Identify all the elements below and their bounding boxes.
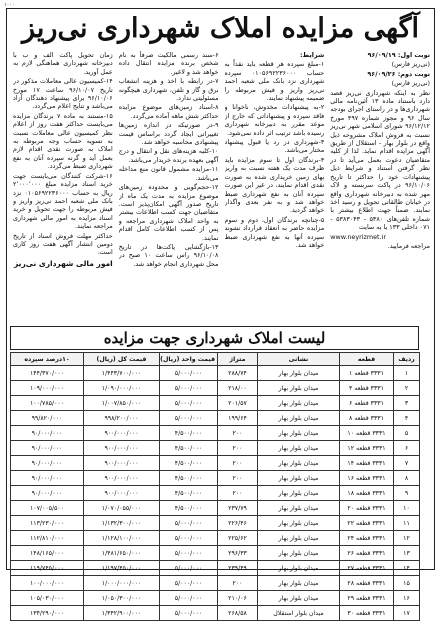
table-cell: ۱۱۹/۷۴۵/۰۰۰ [11,561,84,576]
table-cell: ۱/۴۸۱/۶۵۰/۰۰۰ [84,546,160,561]
table-cell: ۹۰/۰۰۰/۰۰۰ [11,441,84,456]
notice-column-2 [225,51,325,331]
table-cell: ۹۰/۰۰۰/۰۰۰ [11,471,84,486]
table-cell: میدان بلوار بهار [258,516,340,531]
table-cell: ۳۳۳۱ قطعه ۱۸ [340,486,394,501]
table-cell: ۵/۰۰۰/۰۰۰ [160,396,218,411]
table-cell: ۹۹۸/۲۰۰/۰۰۰ [84,411,160,426]
table-cell: ۱۱ [394,516,420,531]
table-row [11,486,420,501]
column-header: قیمت واحد (ریال) [160,353,218,366]
column-header: نشانی [258,353,340,366]
table-row [11,441,420,456]
table-cell: میدان بلوار بهار [258,591,340,606]
table-cell: میدان بلوار بهار [258,411,340,426]
table-cell: ۵ [394,426,420,441]
table-cell: ۱۳ [394,546,420,561]
table-cell: ۱/۰۹۰/۰۰۰/۰۰۰ [84,381,160,396]
paragraph: نوبت دوم: ۹۶/۰۹/۲۶ [367,69,430,78]
paragraph: نوبت اول: ۹۶/۰۹/۱۹ [367,51,430,59]
table-cell: ۲۰۰ [218,441,258,456]
paragraph: ۴-برندگان اول تا سوم مزایده باید ظرف مدت یک هفته نسبت به واریز بهای زمین خریداری شده به صورت نقدی اقدام نمایند، در غیر این صورت سپرده آنان به نفع شهرداری ضبط خواهد شد و به نفر بعدی واگذار خواهد گردید. [224,155,325,215]
table-cell: ۲۲۶/۴۶ [218,516,258,531]
table-cell: ۱۶ [394,591,420,606]
table-cell: ۱/۰۰۷/۸۵۰/۰۰۰ [84,396,160,411]
table-cell: ۲۹۶/۳۳ [218,546,258,561]
paragraph: نظر به اینکه شهرداری نی‌ریز قصد دارد باستناد ماده ۱۳ آئین‌نامه مالی شهرداری‌ها و در راستای اجرای بودجه سال ۹۶ و مجوز شماره ۴۹۷ مورخ ۹۶/۱۲/۱۲ شورای اسلامی شهر نی‌ریز نسبت به فروش املاک مشروحه ذیل واقع در بلوار بهار - استقلال از طریق آگهی مزایده اقدام نماید. لذا از کلیه متقاضیان دعوت بعمل می‌آید تا در نظر گرفتن استناد و شرایط ذیل پیشنهادات خود را حداکثر تا تاریخ ۹۶/۱۰/۰۶ در پاکت سربسته و لاک مهر شده به دبیرخانه شهرداری واقع در خیابان طالقانی تحویل و رسید اخذ نمایند. ضمناً جهت اطلاع بیشتر با شماره تلفن‌های ۵۳۸۰ - ۵۳۸۳۰۴۳ - ۰۷۱ داخلی ۱۳۳ یا به سایت [330,88,430,232]
table-cell: ۱/۰۷۰/۰۵۵/۰۰۰ [84,501,160,516]
table-cell: ۲ [394,381,420,396]
column-header: ردیف [394,353,420,366]
table-cell: ۱/۱۹۷/۴۵۰/۰۰۰ [84,561,160,576]
table-cell: ۳۳۳۱ قطعه ۲۸ [340,576,394,591]
table-cell: ۵/۰۰۰/۰۰۰ [160,546,218,561]
table-cell: میدان بلوار بهار [258,381,340,396]
table-cell: ۲۰۰ [218,456,258,471]
table-cell: میدان بلوار بهار [258,486,340,501]
notice-column-4 [13,51,113,331]
table-cell: ۲۰۰ [218,486,258,501]
table-cell: ۴/۵۰۰/۰۰۰ [160,486,218,501]
table-row [11,501,420,516]
table-cell: ۲۱۰/۰۶ [218,591,258,606]
page-number: ۱۰۰۰ [4,2,15,8]
table-cell: ۱۴۴/۳۷۰/۰۰۰ [11,366,84,381]
notice-column-3 [119,51,219,331]
table-cell: ۲۳۷/۷۹ [218,501,258,516]
column-header: ۱۰درصد سپرده [11,353,84,366]
table-row [11,381,420,396]
table-cell: ۹۰۰/۰۰۰/۰۰۰ [84,441,160,456]
table-row [11,396,420,411]
table-cell: ۳۳۳۱ قطعه ۶ [340,396,394,411]
paragraph: (نی‌ریز فارس) [391,60,430,69]
table-cell: میدان بلوار بهار [258,576,340,591]
paragraph: (نی‌ریز فارس) [391,79,430,88]
table-header-row [11,353,420,366]
notice-columns [13,51,430,331]
table-cell: ۱۱۲/۸۱۰/۰۰۰ [11,531,84,546]
table-cell: میدان بلوار بهار [258,531,340,546]
paragraph: ۱۶-شرکت کنندگان می‌بایست جهت خرید اسناد مزایده مبلغ ۲٬۰۰۰٬۰۰۰ ریال به حساب ۰۱۰۵۶۹۲۲۳۶۰۰۰ نزد بانک ملی شعبه احمد نی‌ریز واریز و فیش مربوطه را جهت تحویل و خرید اسناد مزایده به امور مالی شهرداری مراجعه نمایند. [13,171,113,231]
column-header: متراژ [218,353,258,366]
table-cell: ۱۰ [394,501,420,516]
paragraph: ۶-سند رسمی مالکیت صرفاً به نام شخص برنده مزایده انتقال داده خواهد شد و لاغیر. [118,51,219,76]
table-cell: ۱۰۷/۰۰۵/۵۰۰ [11,501,84,516]
table-cell: ۹۰/۰۰۰/۰۰۰ [11,426,84,441]
table-cell: ۵/۰۰۰/۰۰۰ [160,561,218,576]
table-row [11,471,420,486]
table-cell: ۸ [394,471,420,486]
table-cell: ۱۱۳/۲۳۰/۰۰۰ [11,516,84,531]
table-cell: ۱/۳۴۲/۹۰۰/۰۰۰ [84,606,160,621]
table-cell: ۴/۵۰۰/۰۰۰ [160,426,218,441]
table-cell: ۳۳۳۱ قطعه ۸ [340,411,394,426]
table-cell: ۲۰۰ [218,576,258,591]
table-cell: ۹۰/۰۰۰/۰۰۰ [11,486,84,501]
table-cell: ۵/۰۰۰/۰۰۰ [160,516,218,531]
table-row [11,561,420,576]
table-cell: ۴/۵۰۰/۰۰۰ [160,456,218,471]
notice-title: آگهی مزایده املاک شهرداری نی‌ریز [22,13,419,44]
paragraph: ۱۲-حجم‌گویی و محدوده زمین‌های موضوع مزایده به مدت یک ماه از تاریخ صدور آگهی امکان‌پذیر است. متقاضیان جهت کسب اطلاعات بیشتر به واحد املاک شهرداری مراجعه و پس از کسب اطلاعات کامل اقدام نمایند. [118,183,219,242]
table-cell: میدان بلوار بهار [258,426,340,441]
table-cell: میدان بلوار بهار [258,471,340,486]
table-row [11,576,420,591]
lots-table [10,352,420,621]
paragraph: ۱۳-بازگشایی پاکت‌ها در تاریخ ۹۶/۱۰/۰۸ راس ساعت ۱۰ صبح در محل شهرداری انجام خواهد شد. [118,242,219,268]
paragraph: ۸-اسناد زمین‌های موضوع مزایده حداکثر شش ماهه آماده می‌گردد. [118,103,219,120]
table-cell: ۱۲ [394,531,420,546]
table-cell: ۴/۵۰۰/۰۰۰ [160,441,218,456]
table-cell: ۲۲۵/۶۲ [218,531,258,546]
paragraph: ۳-شهرداری در رد یا قبول پیشنهاد مختار می‌باشد. [224,138,325,155]
table-cell: ۳۳۳۱ قطعه ۲۹ [340,591,394,606]
table-row [11,456,420,471]
table-cell: ۱۴۸/۱۶۵/۰۰۰ [11,546,84,561]
table-cell: ۵/۰۰۰/۰۰۰ [160,576,218,591]
table-cell: ۲۰۰ [218,426,258,441]
table-row [11,606,420,621]
table-cell: میدان بلوار بهار [258,546,340,561]
paragraph: ۱۰-کلیه هزینه‌های نقل و انتقال و درج آگهی بعهده برنده خریدار می‌باشد. [118,147,219,164]
paragraph: ۲-به پیشنهادات مخدوش، ناخوانا و فاقد سپرده و پیشنهاداتی که خارج از موعد مقرر به دبیرخانه شهرداری رسیده باشد ترتیب اثر داده نمی‌شود. [224,103,325,137]
signature-line: امور مالی شهرداری نی‌ریز [14,258,113,268]
paragraph: ۷-در رابطه با اخذ و هزینه انشعاب برق و گاز و تلفن، شهرداری هیچگونه مسئولیتی ندارد. [118,77,219,103]
table-cell: ۴/۵۰۰/۰۰۰ [160,501,218,516]
paragraph: حداکثر مهلت فروش اسناد از تاریخ دومین انتشار آگهی هفت روز کاری است. [13,231,113,257]
table-cell: میدان بلوار بهار [258,501,340,516]
paragraph: ۱-مبلغ سپرده هر قطعه باید نقداً به حساب ۰۱۰۵۶۹۲۲۳۶۰۰۰ سپرده شهرداری نزد بانک ملی شعبه احمد نی‌ریز واریز و فیش مربوطه را ضمیمه پیشنهاد نمایند. [224,60,325,103]
table-row [11,531,420,546]
paragraph: ۱۱-مزایده مشمول قانون منع مداخله می‌باشد. [118,165,219,182]
table-cell: ۹۰/۰۰۰/۰۰۰ [11,456,84,471]
table-cell: میدان بلوار بهار [258,441,340,456]
table-cell: ۳۳۳۱ قطعه ۲۷ [340,561,394,576]
table-cell: ۳۳۳۱ قطعه ۱۴ [340,456,394,471]
table-cell: ۳۳۳۱ قطعه ۱۲ [340,441,394,456]
table-row [11,426,420,441]
table-cell: ۳۳۳۱ قطعه ۲۴ [340,531,394,546]
notice-column-1 [330,51,430,331]
table-cell: ۴ [394,411,420,426]
table-cell: ۳۳۳۱ قطعه ۴ [340,381,394,396]
table-cell: ۱/۴۴۳/۷۰۰/۰۰۰ [84,366,160,381]
table-cell: ۲۳۹/۴۹ [218,561,258,576]
table-row [11,516,420,531]
table-row [11,411,420,426]
table-title: لیست املاک شهرداری جهت مزایده [10,326,419,350]
paragraph: ۱۵-مستند به ماده ۷ برندگان مزایده می‌بایست حداکثر هفت روز از اعلام نظر کمیسیون عالی معاملات نسبت به تسویه حساب وجه مربوطه به املاک به صورت نقدی اقدام لازم بعمل آید و گرنه سپرده آنان به نفع شهرداری ضبط می‌گردد. [13,111,113,171]
column-header: قیمت کل (ریال) [84,353,160,366]
table-cell: ۷ [394,456,420,471]
table-cell: میدان بلوار بهار [258,396,340,411]
table-cell: ۱۳۴/۲۹۰/۰۰۰ [11,606,84,621]
table-cell: ۱۷ [394,606,420,621]
table-cell: ۱۰۵/۰۳۰/۰۰۰ [11,591,84,606]
table-cell: ۹۰۰/۰۰۰/۰۰۰ [84,426,160,441]
table-cell: ۵/۰۰۰/۰۰۰ [160,591,218,606]
table-cell: ۹ [394,486,420,501]
table-cell: ۲۰۱/۵۷ [218,396,258,411]
table-cell: ۱۰۰/۰۰۰/۰۰۰ [11,576,84,591]
table-cell: ۱۴ [394,561,420,576]
paragraph: مراجعه فرمایید. [387,241,430,250]
table-cell: ۱۰۹/۰۰۰/۰۰۰ [11,381,84,396]
table-cell: ۱/۰۵۰/۳۰۰/۰۰۰ [84,591,160,606]
paragraph: ۹-در صورتیکه در اندازه زمین‌ها تغییراتی ایجاد گردد براساس قیمت پیشنهادی محاسبه خواهد شد. [118,121,219,147]
table-cell: ۲۸۸/۷۴ [218,366,258,381]
table-cell: ۱/۰۰۰/۰۰۰/۰۰۰ [84,576,160,591]
table-cell: ۵/۰۰۰/۰۰۰ [160,531,218,546]
paragraph: ۱۴-کمیسیون عالی معاملات مذکور در تاریخ ۹۶/۱۰/۰۷ ساعت ۱۷ مورخ ۹۶/۱۰/۰۶ برای پیشنهاد دهندگان آزاد می‌باشد و نتایج اعلام می‌گردد. [13,77,113,111]
table-cell: ۶ [394,441,420,456]
table-cell: ۵/۰۰۰/۰۰۰ [160,381,218,396]
table-cell: ۹۰۰/۰۰۰/۰۰۰ [84,486,160,501]
table-cell: ۳۳۳۱ قطعه ۲۶ [340,546,394,561]
table-row [11,591,420,606]
website-link[interactable]: www.neyrizmet.ir [330,232,386,241]
table-cell: ۱۹۹/۶۴ [218,411,258,426]
paragraph: زمان تحویل پاکت الف و ب با دبیرخانه شهرداری هماهنگی لازم به عمل آورید. [13,51,113,76]
table-cell: ۳۳۳۱ قطعه ۲۰ [340,501,394,516]
table-row [11,546,420,561]
table-cell: ۲۶۸/۵۸ [218,606,258,621]
table-cell: ۱/۱۳۲/۳۰۰/۰۰۰ [84,516,160,531]
table-cell: ۱ [394,366,420,381]
table-cell: ۳ [394,396,420,411]
table-cell: میدان بلوار بهار [258,456,340,471]
table-cell: ۹۹/۸۲۰/۰۰۰ [11,411,84,426]
table-cell: ۲۰۰ [218,471,258,486]
table-cell: ۴/۵۰۰/۰۰۰ [160,471,218,486]
table-cell: ۳۳۳۱ قطعه ۲۲ [340,516,394,531]
table-cell: میدان بلوار استقلال [258,606,340,621]
table-row [11,366,420,381]
table-cell: ۵/۰۰۰/۰۰۰ [160,366,218,381]
table-cell: میدان بلوار بهار [258,366,340,381]
table-cell: ۳۳۳۱ قطعه ۳۰ [340,606,394,621]
table-cell: ۱۵ [394,576,420,591]
table-cell: ۹۰۰/۰۰۰/۰۰۰ [84,471,160,486]
paragraph: ۵-چنانچه برندگان اول، دوم و سوم مزایده حاضر به انعقاد قرارداد نشوند سپرده آنها به نفع شهرداری ضبط خواهد شد. [224,215,325,249]
table-cell: ۵/۰۰۰/۰۰۰ [160,606,218,621]
table-cell: ۱۰۰/۷۸۵/۰۰۰ [11,396,84,411]
table-cell: ۱/۱۲۸/۱۰۰/۰۰۰ [84,531,160,546]
table-cell: ۲۱۸/۰۰ [218,381,258,396]
table-cell: ۳۳۳۱ قطعه ۱ [340,366,394,381]
table-cell: ۳۳۳۱ قطعه ۱۰ [340,426,394,441]
table-cell: میدان بلوار بهار [258,561,340,576]
paragraph: شرایط: [300,51,325,59]
table-cell: ۳۳۳۱ قطعه ۱۶ [340,471,394,486]
table-cell: ۵/۰۰۰/۰۰۰ [160,411,218,426]
column-header: قطعه [340,353,394,366]
table-cell: ۹۰۰/۰۰۰/۰۰۰ [84,456,160,471]
